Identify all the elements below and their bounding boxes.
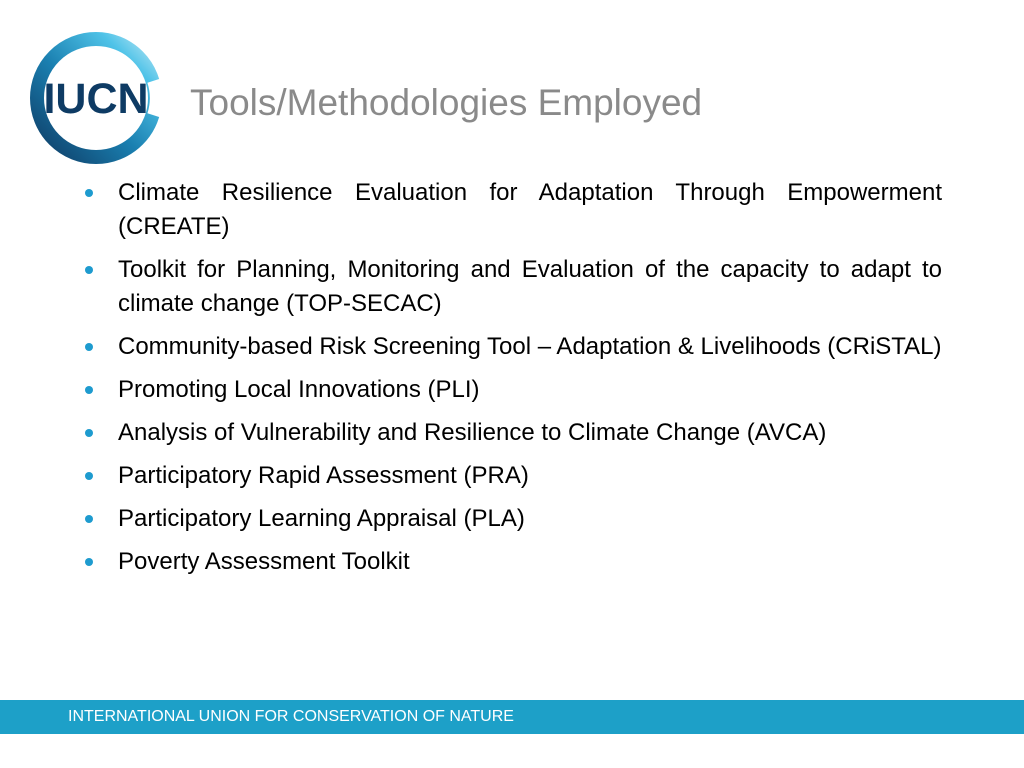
logo-wordmark: IUCN — [43, 75, 149, 123]
bullet-item-pla — [80, 502, 942, 536]
bullet-item-cristal — [80, 330, 942, 364]
bullet-text: Toolkit for Planning, Monitoring and Evaluation of the capacity to adapt to climate change (TOP-SECAC) — [118, 256, 942, 317]
bullet-dot-icon — [85, 472, 93, 480]
tools-bullet-list — [80, 176, 942, 588]
bullet-text: Participatory Rapid Assessment (PRA) — [118, 462, 529, 489]
bullet-item-pli — [80, 373, 942, 407]
bullet-dot-icon — [85, 515, 93, 523]
iucn-logo — [28, 30, 168, 170]
bullet-dot-icon — [85, 386, 93, 394]
bullet-dot-icon — [85, 429, 93, 437]
bullet-item-top-secac — [80, 253, 942, 321]
bullet-text: Poverty Assessment Toolkit — [118, 548, 410, 575]
bullet-text: Climate Resilience Evaluation for Adaptation Through Empowerment (CREATE) — [118, 179, 942, 240]
slide-title: Tools/Methodologies Employed — [190, 82, 703, 123]
footer-bar — [0, 700, 1024, 734]
bullet-item-poverty-toolkit — [80, 545, 942, 579]
bullet-item-pra — [80, 459, 942, 493]
bullet-dot-icon — [85, 266, 93, 274]
bullet-text: Participatory Learning Appraisal (PLA) — [118, 505, 525, 532]
bullet-item-create — [80, 176, 942, 244]
bullet-text: Community-based Risk Screening Tool – Adaptation & Livelihoods (CRiSTAL) — [118, 333, 942, 360]
footer-organization-name: INTERNATIONAL UNION FOR CONSERVATION OF NATURE — [68, 708, 514, 725]
bullet-text: Analysis of Vulnerability and Resilience to Climate Change (AVCA) — [118, 419, 827, 446]
bullet-dot-icon — [85, 189, 93, 197]
bullet-dot-icon — [85, 558, 93, 566]
bullet-dot-icon — [85, 343, 93, 351]
logo-ring-gap — [156, 80, 159, 116]
bullet-item-avca — [80, 416, 942, 450]
bullet-text: Promoting Local Innovations (PLI) — [118, 376, 480, 403]
iucn-logo-graphic — [28, 30, 168, 170]
